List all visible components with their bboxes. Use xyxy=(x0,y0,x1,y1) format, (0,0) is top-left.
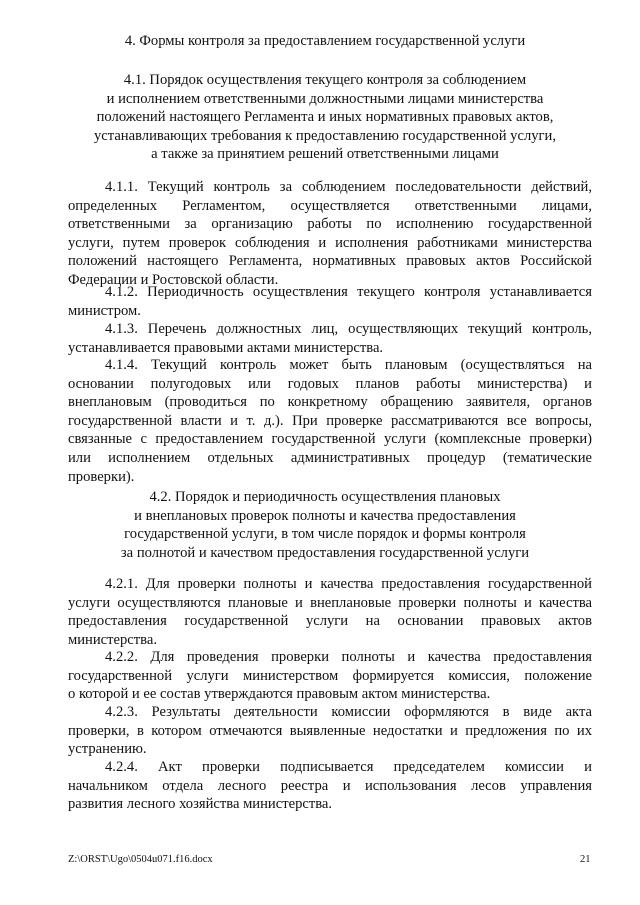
paragraph-4-1-2 xyxy=(68,283,592,320)
subsection-4-2-heading-line: за полнотой и качеством предоставления государственной услуги xyxy=(120,544,530,561)
page-number: 21 xyxy=(580,854,591,865)
subsection-4-1-heading-line: положений настоящего Регламента и иных нормативных правовых актов, xyxy=(96,109,554,126)
footer-file-path: Z:\ORST\Ugo\0504u071.f16.docx xyxy=(68,854,213,865)
paragraph-line: 4.2.1. Для проверки полноты и качества предоставления государственной xyxy=(105,576,592,592)
paragraph-4-2-1 xyxy=(68,575,592,649)
paragraph-line: положений настоящего Регламента, нормативных правовых актов Российской xyxy=(68,253,592,270)
subsection-4-1-heading xyxy=(60,71,590,164)
paragraph-line: начальником отдела лесного реестра и использования лесов управления xyxy=(68,777,592,794)
paragraph-line: устранению. xyxy=(68,741,147,758)
paragraph-line: устанавливается правовыми актами министерства. xyxy=(68,339,384,356)
paragraph-line: 4.1.3. Перечень должностных лиц, осуществляющих текущий контроль, xyxy=(105,321,592,337)
paragraph-line: министром. xyxy=(68,302,141,319)
paragraph-line: министерства. xyxy=(68,631,157,648)
paragraph-line: о которой и ее состав утверждаются правовым актом министерства. xyxy=(68,686,491,703)
paragraph-4-2-2 xyxy=(68,648,592,704)
paragraph-line: развития лесного хозяйства министерства. xyxy=(68,796,333,813)
section-4-title-text: 4. Формы контроля за предоставлением государственной услуги xyxy=(124,33,526,49)
paragraph-line: 4.1.1. Текущий контроль за соблюдением последовательности действий, xyxy=(105,179,592,195)
paragraph-line: государственной власти и т. д.). При проверке рассматриваются все вопросы, xyxy=(68,412,592,429)
paragraph-line: или исполнением отдельных административных процедур (тематические xyxy=(68,449,592,466)
paragraph-line: связанные с предоставлением государственной услуги (комплексные проверки) xyxy=(68,431,592,448)
subsection-4-2-heading-line: и внеплановых проверок полноты и качества предоставления xyxy=(134,507,516,524)
paragraph-line: ответственными за организацию работы по исполнению государственной xyxy=(68,216,592,233)
paragraph-4-1-1 xyxy=(68,178,592,290)
section-4-title xyxy=(60,32,590,51)
paragraph-line: проверки, в котором отмечаются выявленные недостатки и предложения по их xyxy=(68,722,592,739)
paragraph-line: основании полугодовых или годовых планов работы министерства) и xyxy=(68,375,592,392)
paragraph-4-2-3 xyxy=(68,703,592,759)
paragraph-line: определенных Регламентом, осуществляется ответственными лицами, xyxy=(68,197,592,214)
paragraph-line: 4.1.2. Периодичность осуществления текущего контроля устанавливается xyxy=(105,284,592,300)
subsection-4-2-heading-line: государственной услуги, в том числе порядок и формы контроля xyxy=(124,526,526,543)
paragraph-line: внеплановым (проводиться по конкретному обращению заявителя, органов xyxy=(68,394,592,411)
paragraph-line: проверки). xyxy=(68,468,135,485)
paragraph-line: 4.2.3. Результаты деятельности комиссии оформляются в виде акта xyxy=(105,704,592,720)
subsection-4-2-heading-line: 4.2. Порядок и периодичность осуществления плановых xyxy=(149,489,501,505)
paragraph-4-2-4 xyxy=(68,758,592,814)
subsection-4-1-heading-line: и исполнением ответственными должностными лицами министерства xyxy=(106,90,544,107)
paragraph-line: 4.2.2. Для проведения проверки полноты и качества предоставления xyxy=(105,649,592,665)
paragraph-line: предоставления государственной услуги на основании правовых актов xyxy=(68,613,592,630)
paragraph-4-1-4 xyxy=(68,356,592,486)
paragraph-line: услуги, путем проверок соблюдения и исполнения работниками министерства xyxy=(68,234,592,251)
subsection-4-1-heading-line: а также за принятием решений ответственными лицами xyxy=(151,146,499,163)
paragraph-line: Федерации и Ростовской области. xyxy=(68,271,279,288)
subsection-4-1-heading-line: устанавливающих требования к предоставлению государственной услуги, xyxy=(94,127,556,144)
paragraph-line: 4.1.4. Текущий контроль может быть плановым (осуществляться на xyxy=(105,357,592,373)
paragraph-4-1-3 xyxy=(68,320,592,357)
paragraph-line: 4.2.4. Акт проверки подписывается председателем комиссии и xyxy=(105,759,592,775)
paragraph-line: государственной услуги министерством формируется комиссия, положение xyxy=(68,667,592,684)
subsection-4-2-heading xyxy=(60,488,590,562)
paragraph-line: услуги осуществляются плановые и внеплановые проверки полноты и качества xyxy=(68,594,592,611)
subsection-4-1-heading-line: 4.1. Порядок осуществления текущего контроля за соблюдением xyxy=(123,72,527,88)
